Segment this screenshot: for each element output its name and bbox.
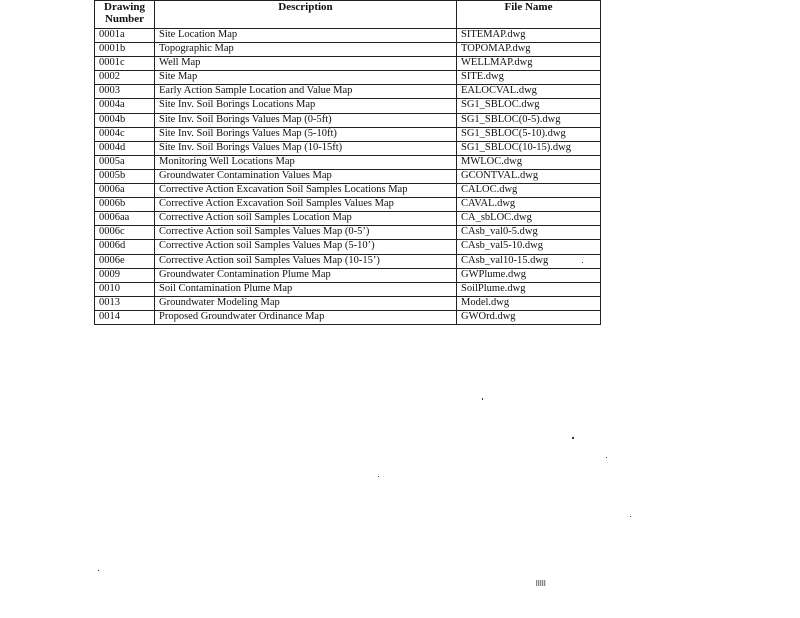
drawing-number-cell: 0001a [95, 29, 155, 43]
file-name-cell: CAVAL.dwg [457, 198, 601, 212]
file-name-cell: CA_sbLOC.dwg [457, 212, 601, 226]
description-cell: Corrective Action soil Samples Values Map (0-5’) [155, 226, 457, 240]
table-row [95, 198, 601, 212]
drawing-number-cell: 0006aa [95, 212, 155, 226]
table-row [95, 71, 601, 85]
file-name-cell: TOPOMAP.dwg [457, 43, 601, 57]
drawing-number-cell: 0002 [95, 71, 155, 85]
file-name-cell: SITEMAP.dwg [457, 29, 601, 43]
scan-speck [98, 570, 99, 571]
description-cell: Site Inv. Soil Borings Values Map (10-15ft) [155, 141, 457, 155]
drawing-number-cell: 0004d [95, 141, 155, 155]
description-cell: Groundwater Contamination Plume Map [155, 268, 457, 282]
description-cell: Monitoring Well Locations Map [155, 155, 457, 169]
file-name-cell: SG1_SBLOC(10-15).dwg [457, 141, 601, 155]
drawing-number-cell: 0004a [95, 99, 155, 113]
drawing-number-cell: 0005b [95, 169, 155, 183]
table-row [95, 282, 601, 296]
file-name-cell: SoilPlume.dwg [457, 282, 601, 296]
description-cell: Early Action Sample Location and Value Map [155, 85, 457, 99]
file-name-cell: GCONTVAL.dwg [457, 169, 601, 183]
description-cell: Corrective Action Excavation Soil Samples Locations Map [155, 184, 457, 198]
file-name-cell: Model.dwg [457, 296, 601, 310]
description-cell: Corrective Action Excavation Soil Samples Values Map [155, 198, 457, 212]
drawing-number-cell: 0004c [95, 127, 155, 141]
table-row [95, 296, 601, 310]
table-row [95, 85, 601, 99]
table-row [95, 212, 601, 226]
description-cell: Topographic Map [155, 43, 457, 57]
description-cell: Site Inv. Soil Borings Values Map (5-10ft) [155, 127, 457, 141]
table-row [95, 155, 601, 169]
description-cell: Soil Contamination Plume Map [155, 282, 457, 296]
scan-speck [482, 398, 483, 400]
table-body [95, 29, 601, 325]
description-cell: Corrective Action soil Samples Values Map (10-15’) [155, 254, 457, 268]
file-name-cell: MWLOC.dwg [457, 155, 601, 169]
description-cell: Site Location Map [155, 29, 457, 43]
drawing-number-cell: 0006a [95, 184, 155, 198]
table-row [95, 113, 601, 127]
drawing-number-cell: 0006e [95, 254, 155, 268]
header-number-line2: Number [104, 12, 145, 25]
table-row [95, 310, 601, 324]
drawing-number-cell: 0013 [95, 296, 155, 310]
table-row [95, 169, 601, 183]
table-row [95, 99, 601, 113]
drawing-number-cell: 0006c [95, 226, 155, 240]
scan-speck [582, 262, 583, 263]
header-file-name: File Name [457, 1, 601, 29]
file-name-cell: CALOC.dwg [457, 184, 601, 198]
table-row [95, 226, 601, 240]
table-row [95, 57, 601, 71]
drawing-number-cell: 0009 [95, 268, 155, 282]
file-name-cell: GWOrd.dwg [457, 310, 601, 324]
scan-speck [572, 437, 574, 439]
table-row [95, 127, 601, 141]
description-cell: Corrective Action soil Samples Location Map [155, 212, 457, 226]
table-row [95, 141, 601, 155]
file-name-cell: WELLMAP.dwg [457, 57, 601, 71]
scan-speck [378, 476, 379, 477]
description-cell: Groundwater Contamination Values Map [155, 169, 457, 183]
table-row [95, 43, 601, 57]
file-name-cell: CAsb_val10-15.dwg [457, 254, 601, 268]
header-drawing-number [95, 1, 155, 29]
table-row [95, 268, 601, 282]
file-name-cell: SG1_SBLOC(5-10).dwg [457, 127, 601, 141]
description-cell: Site Inv. Soil Borings Values Map (0-5ft) [155, 113, 457, 127]
description-cell: Well Map [155, 57, 457, 71]
drawing-number-cell: 0014 [95, 310, 155, 324]
file-name-cell: CAsb_val5-10.dwg [457, 240, 601, 254]
description-cell: Site Inv. Soil Borings Locations Map [155, 99, 457, 113]
drawing-number-cell: 0001b [95, 43, 155, 57]
file-name-cell: CAsb_val0-5.dwg [457, 226, 601, 240]
table-row [95, 29, 601, 43]
drawing-number-cell: 0010 [95, 282, 155, 296]
table-row [95, 240, 601, 254]
scan-speck [630, 516, 631, 517]
file-name-cell: SG1_SBLOC(0-5).dwg [457, 113, 601, 127]
header-row [95, 1, 601, 29]
file-name-cell: SITE.dwg [457, 71, 601, 85]
drawing-number-cell: 0001c [95, 57, 155, 71]
drawing-number-cell: 0006b [95, 198, 155, 212]
description-cell: Corrective Action soil Samples Values Map (5-10’) [155, 240, 457, 254]
table-row [95, 184, 601, 198]
table-row [95, 254, 601, 268]
scan-smudge [536, 580, 546, 586]
description-cell: Proposed Groundwater Ordinance Map [155, 310, 457, 324]
drawing-number-cell: 0003 [95, 85, 155, 99]
scan-speck [606, 457, 607, 458]
drawing-number-cell: 0006d [95, 240, 155, 254]
drawing-index-sheet [94, 0, 600, 325]
file-name-cell: EALOCVAL.dwg [457, 85, 601, 99]
header-number-line1: Drawing [104, 1, 145, 13]
description-cell: Site Map [155, 71, 457, 85]
drawing-number-cell: 0005a [95, 155, 155, 169]
file-name-cell: SG1_SBLOC.dwg [457, 99, 601, 113]
drawing-number-cell: 0004b [95, 113, 155, 127]
file-name-cell: GWPlume.dwg [457, 268, 601, 282]
description-cell: Groundwater Modeling Map [155, 296, 457, 310]
header-description: Description [155, 1, 457, 29]
drawing-index-table [94, 0, 601, 325]
